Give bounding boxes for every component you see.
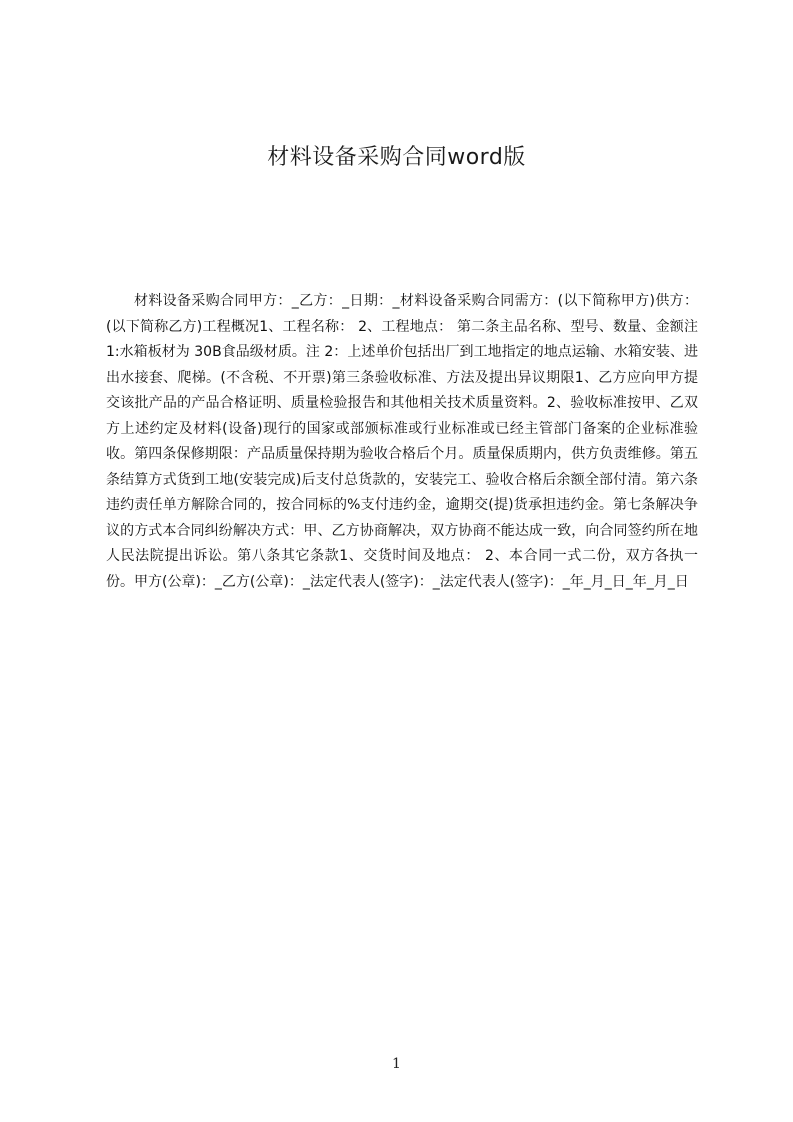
document-title: 材料设备采购合同word版 — [267, 145, 526, 170]
document-body-paragraph: 材料设备采购合同甲方：_乙方：_日期：_材料设备采购合同需方：(以下简称甲方)供方：(以下简称乙方)工程概况1、工程名称： 2、工程地点： 第二条主品名称、型号、数量、金额注1:水箱板材为 30B食品级材质。注 2：上述单价包括出厂到工地指定的地点运输、水箱安装、进出水接套、爬梯。(不含税、不开票)第三条验收标准、方法及提出异议期限1、乙方应向甲方提交该批产品的产品合格证明、质量检验报告和其他相关技术质量资料。2、验收标准按甲、乙双方上述约定及材料(设备)现行的国家或部颁标准或行业标准或已经主管部门备案的企业标准验收。第四条保修期限：产品质量保持期为验收合格后个月。质量保质期内，供方负责维修。第五条结算方式货到工地(安装完成)后支付总货款的，安装完工、验收合格后余额全部付清。第六条违约责任单方解除合同的，按合同标的%支付违约金，逾期交(提)货承担违约金。第七条解决争议的方式本合同纠纷解决方式：甲、乙方协商解决，双方协商不能达成一致，向合同签约所在地人民法院提出诉讼。第八条其它条款1、交货时间及地点： 2、本合同一式二份，双方各执一份。甲方(公章)：_乙方(公章)：_法定代表人(签字)：_法定代表人(签字)：_年_月_日_年_月_日 — [106, 293, 698, 590]
page-number: 1 — [392, 1056, 401, 1072]
